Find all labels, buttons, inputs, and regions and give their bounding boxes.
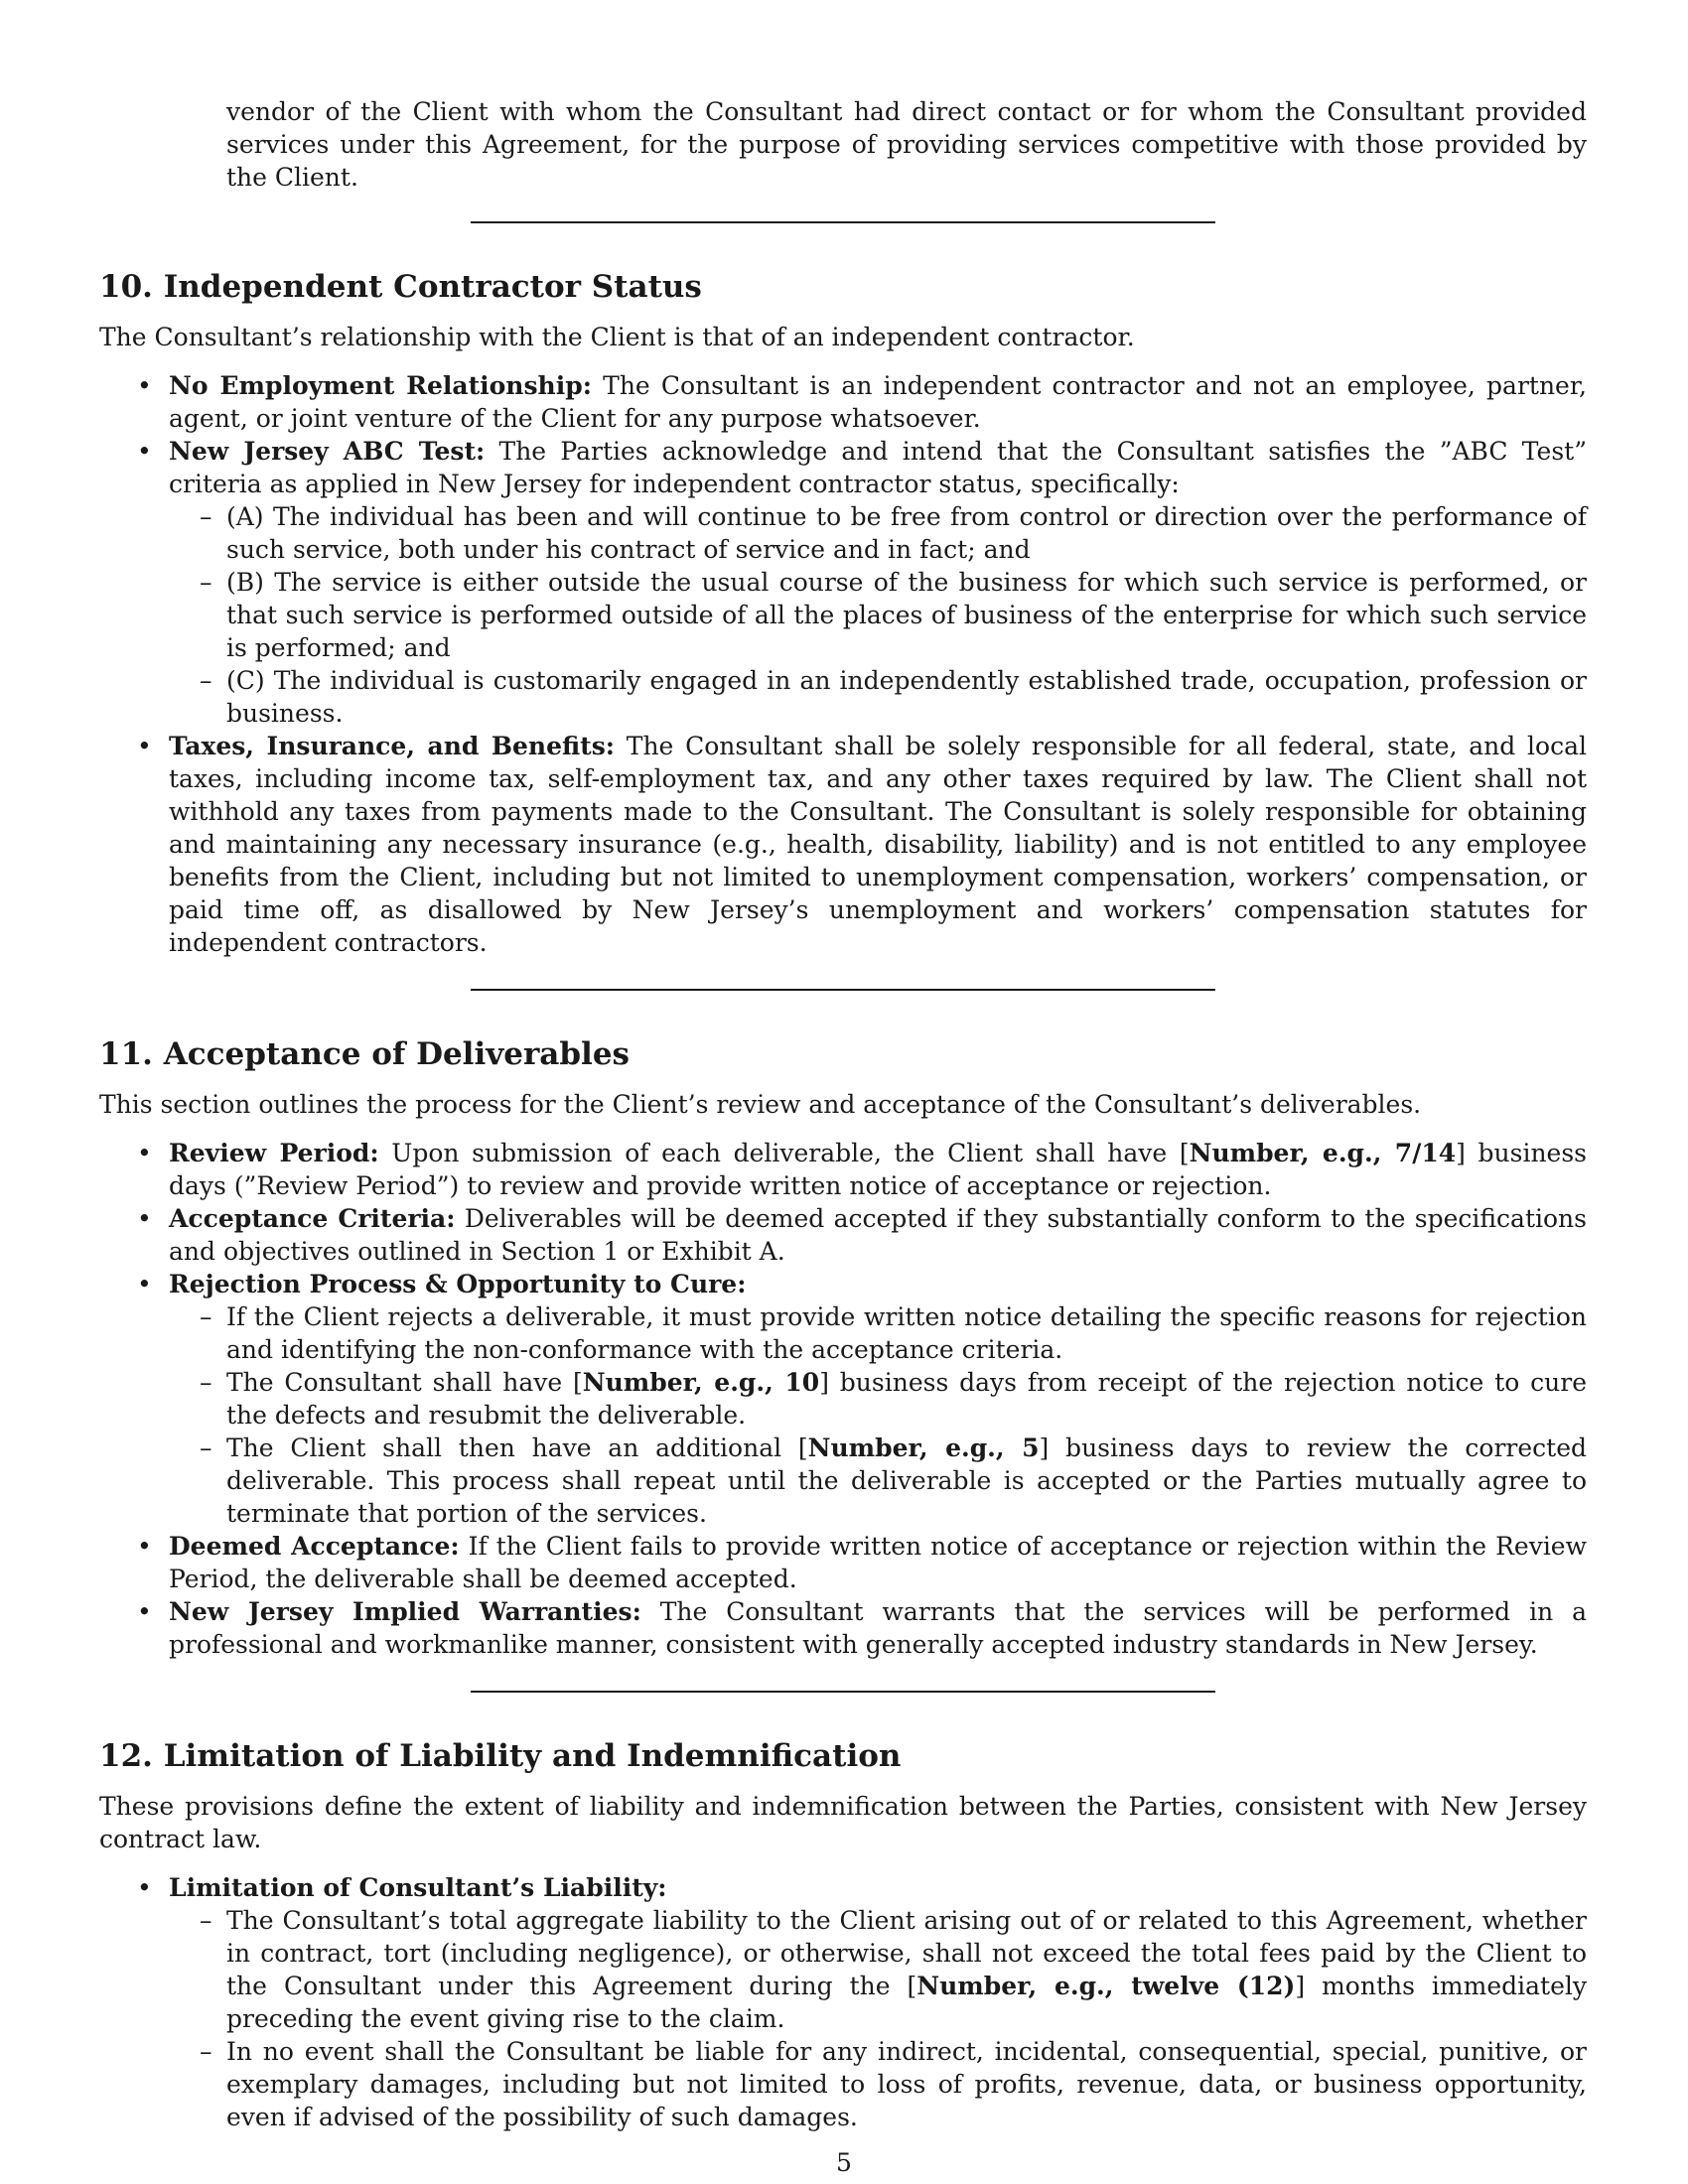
section-10-list xyxy=(99,369,1587,959)
item-text: The Consultant’s total aggregate liability to the Client arising out of or related to this Agreement, whether in contract, tort (including negligence), or otherwise, shall not exceed the total fees paid by the Client to the Consultant under this Agreement during the [ xyxy=(226,1906,1587,2000)
item-text: Upon submission of each deliverable, the Client shall have [ xyxy=(391,1139,1190,1167)
section-12-intro: These provisions define the extent of liability and indemnification between the Parties, consistent with New Jersey contract law. xyxy=(99,1792,1587,1853)
section-11-list xyxy=(99,1137,1587,1661)
list-item xyxy=(99,1530,1587,1595)
page-number: 5 xyxy=(836,2148,852,2177)
placeholder-value: Number, e.g., 10 xyxy=(582,1368,820,1397)
sub-item: – (B) The service is either outside the usual course of the business for which such service is performed, or that such service is performed outside of all the places of business of the enterprise for which such service is performed; and xyxy=(169,566,1587,664)
list-item xyxy=(99,1137,1587,1202)
item-label: Rejection Process & Opportunity to Cure: xyxy=(169,1270,747,1298)
rejection-sublist xyxy=(169,1300,1587,1530)
sub-item: – (A) The individual has been and will continue to be free from control or direction over the performance of such service, both under his contract of service and in fact; and xyxy=(169,500,1587,566)
section-12-list xyxy=(99,1871,1587,2133)
item-text: The Parties acknowledge and intend that the Consultant satisfies the ”ABC Test” criteria as applied in New Jersey for independent contractor status, specifically: xyxy=(169,437,1587,498)
list-item xyxy=(99,1268,1587,1530)
item-label: Acceptance Criteria: xyxy=(169,1204,456,1233)
item-label: New Jersey ABC Test: xyxy=(169,437,486,466)
item-text: The Consultant warrants that the services will be performed in a professional and workmanlike manner, consistent with generally accepted industry standards in New Jersey. xyxy=(169,1597,1587,1659)
sub-item: – If the Client rejects a deliverable, it must provide written notice detailing the specific reasons for rejection and identifying the non-conformance with the acceptance criteria. xyxy=(169,1300,1587,1366)
item-text: The Consultant shall be solely responsible for all federal, state, and local taxes, including income tax, self-employment tax, and any other taxes required by law. The Client shall not withhold any taxes from payments made to the Consultant. The Consultant is solely responsible for obtaining and maintaining any necessary insurance (e.g., health, disability, liability) and is not entitled to any employee benefits from the Client, including but not limited to unemployment compensation, workers’ compensation, or paid time off, as disallowed by New Jersey’s unemployment and workers’ compensation statutes for independent contractors. xyxy=(169,732,1587,957)
section-heading-10: 10. Independent Contractor Status xyxy=(99,269,702,305)
section-divider xyxy=(471,989,1215,991)
liability-sublist xyxy=(169,1904,1587,2133)
item-label: Deemed Acceptance: xyxy=(169,1532,460,1561)
section-divider xyxy=(471,221,1215,223)
abc-test-sublist xyxy=(169,500,1587,730)
list-item xyxy=(99,435,1587,730)
placeholder-value: Number, e.g., 7/14 xyxy=(1189,1139,1457,1167)
item-text: Deliverables will be deemed accepted if they substantially conform to the specifications and objectives outlined in Section 1 or Exhibit A. xyxy=(169,1204,1587,1266)
section-10-intro: The Consultant’s relationship with the Client is that of an independent contractor. xyxy=(99,323,1135,351)
item-text: The Consultant shall have [ xyxy=(226,1368,583,1397)
sub-item xyxy=(169,1904,1587,2035)
list-item xyxy=(99,1871,1587,2133)
item-text: ] business days to review the corrected deliverable. This process shall repeat until the deliverable is accepted or the Parties mutually agree to terminate that portion of the services. xyxy=(226,1433,1587,1528)
sub-item: – In no event shall the Consultant be liable for any indirect, incidental, consequential, special, punitive, or exemplary damages, including but not limited to loss of profits, revenue, data, or business opportunity, even if advised of the possibility of such damages. xyxy=(169,2035,1587,2133)
item-label: Limitation of Consultant’s Liability: xyxy=(169,1873,667,1902)
sub-item: – (C) The individual is customarily engaged in an independently established trade, occupation, profession or business. xyxy=(169,664,1587,730)
placeholder-value: Number, e.g., twelve (12) xyxy=(916,1972,1296,2000)
list-item xyxy=(99,1595,1587,1661)
item-label: Taxes, Insurance, and Benefits: xyxy=(169,732,616,760)
item-text: ] months immediately preceding the event giving rise to the claim. xyxy=(226,1972,1587,2033)
sub-item xyxy=(169,1366,1587,1432)
item-label: Review Period: xyxy=(169,1139,379,1167)
section-heading-11: 11. Acceptance of Deliverables xyxy=(99,1036,631,1072)
item-text: ] business days from receipt of the rejection notice to cure the defects and resubmit the deliverable. xyxy=(226,1368,1587,1430)
item-text: The Consultant is an independent contractor and not an employee, partner, agent, or joint venture of the Client for any purpose whatsoever. xyxy=(169,371,1588,433)
document-page xyxy=(99,95,1587,2133)
list-item xyxy=(99,369,1587,435)
list-item xyxy=(99,730,1587,959)
placeholder-value: Number, e.g., 5 xyxy=(807,1433,1040,1462)
item-label: New Jersey Implied Warranties: xyxy=(169,1597,641,1626)
list-item xyxy=(99,1202,1587,1268)
item-text: ] business days (”Review Period”) to review and provide written notice of acceptance or rejection. xyxy=(169,1139,1588,1200)
section-divider xyxy=(471,1691,1215,1693)
section-11-intro: This section outlines the process for the Client’s review and acceptance of the Consultant’s deliverables. xyxy=(99,1090,1422,1119)
item-label: No Employment Relationship: xyxy=(169,371,592,400)
item-text: If the Client fails to provide written notice of acceptance or rejection within the Review Period, the deliverable shall be deemed accepted. xyxy=(169,1532,1588,1593)
section-heading-12: 12. Limitation of Liability and Indemnification xyxy=(99,1738,902,1774)
continued-paragraph: vendor of the Client with whom the Consultant had direct contact or for whom the Consultant provided services under this Agreement, for the purpose of providing services competitive with those provided by the Client. xyxy=(226,97,1587,192)
item-text: The Client shall then have an additional [ xyxy=(226,1433,808,1462)
sub-item xyxy=(169,1432,1587,1530)
